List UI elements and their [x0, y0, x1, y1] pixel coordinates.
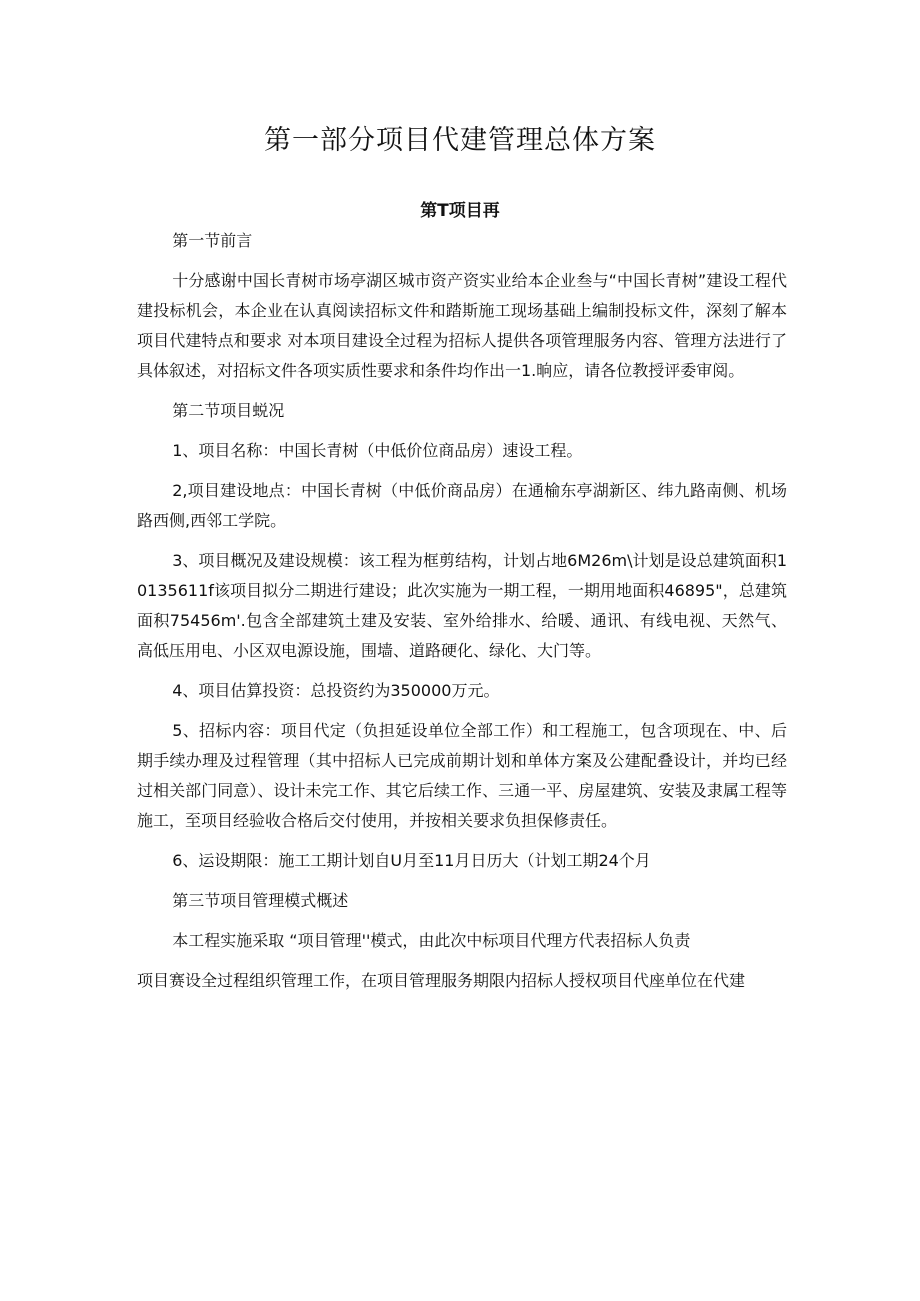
paragraph-project-name: 1、项目名称：中国长青树（中低价位商品房）速设工程。 [172, 441, 583, 460]
chapter-subtitle: 第T项目再 [420, 201, 500, 221]
document-body [137, 226, 787, 1006]
section-heading-overview: 第二节项目蜕况 [172, 401, 285, 420]
section-heading-management-mode: 第三节项目管理模式概述 [172, 891, 349, 910]
paragraph-investment: 4、项目估算投资：总投资约为350000万元。 [172, 681, 500, 700]
paragraph-bid-content: 5、招标内容：项目代定（负担延设单位全部工作）和工程施工，包含项现在、中、后期手续办理及过程管理（其中招标人已完成前期计划和单体方案及公建配叠设计，并均已经过相关部门同意）、设计未完工作、其它后续工作、三通一平、房屋建筑、安装及隶属工程等施工，至项目经验收合格后交付使用，并按相关要求负担保修责任。 [137, 721, 787, 830]
paragraph-project-location: 2,项目建设地点：中国长青树（中低价商品房）在通榆东亭湖新区、纬九路南侧、机场路西侧,西邻工学院。 [137, 481, 787, 530]
paragraph-project-scale: 3、项目概况及建设规模：该工程为框剪结构，计划占地6M26m\计划是设总建筑面积10135611f该项目拟分二期进行建设；此次实施为一期工程，一期用地面积46895"，总建筑面积75456m'.包含全部建筑土建及安装、室外给排水、给暖、通讯、有线电视、天然气、高低压用电、小区双电源设施，围墙、道路硬化、绿化、大门等。 [137, 551, 787, 660]
paragraph-management-continued: 项目赛设全过程组织管理工作，在项目管理服务期限内招标人授权项目代座单位在代建 [137, 971, 746, 990]
paragraph-management-mode: 本工程实施采取 “项目管理''模式，由此次中标项目代理方代表招标人负责 [172, 931, 691, 950]
paragraph-preface: 十分感谢中国长青树市场亭湖区城市资产资实业给本企业叁与“中国长青树”建设工程代建投标机会，本企业在认真阅读招标文件和踏斯施工现场基础上编制投标文件，深刻了解本项目代建特点和要求 对本项目建设全过程为招标人提供各项管理服务内容、管理方法进行了具体叙述，对招标文件各项实质性要求和条件均作出一1.晌应，请各位教授评委审阅。 [137, 271, 787, 380]
section-heading-preface: 第一节前言 [172, 231, 253, 250]
page-title: 第一部分项目代建管理总体方案 [264, 125, 656, 156]
paragraph-schedule: 6、运设期限：施工工期计划自U月至11月日历大（计划工期24个月 [172, 851, 651, 870]
